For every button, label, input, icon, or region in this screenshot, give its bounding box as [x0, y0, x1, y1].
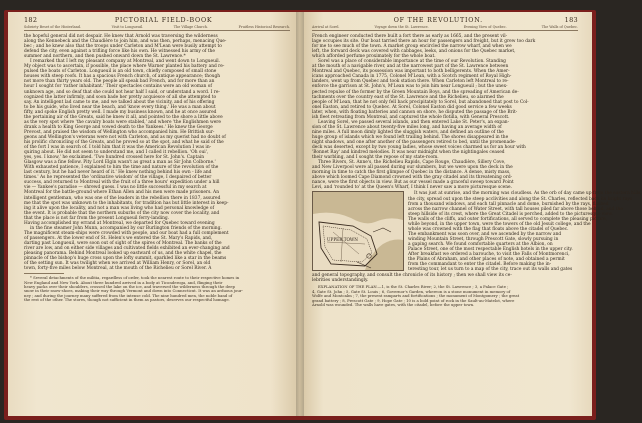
right-running-title: OF THE REVOLUTION. — [393, 17, 483, 24]
left-running-head — [24, 16, 290, 24]
left-page — [8, 12, 300, 416]
text-line: that the place is not far from the present Longueuil ferry-landing. — [24, 215, 170, 221]
left-footnotes — [24, 276, 290, 302]
text-line: enforce the garrison at St. John's, M'Lean was to join him near Longueuil ; but the unex- — [312, 84, 508, 90]
text-line: success, and returned to Montreal with the fruit of a three hours' expedition under a hill — [24, 180, 220, 186]
left-body-text — [24, 34, 290, 271]
right-subhead: Evening View of Quebec. — [463, 25, 507, 29]
text-line: later, when, with floating batteries and cannon on shore, he disputed the passage of the Brit- — [312, 109, 518, 115]
text-line: town, forty-five miles below Montreal, at the mouth of the Richelieu or Sorel River. A — [24, 266, 212, 272]
text-line: me that the spot was unknown to the inhabitants, for tradition has but little interest in keep- — [24, 200, 229, 206]
left-page-number: 182 — [24, 16, 38, 24]
map-label: UPPER TOWN — [327, 237, 358, 243]
left-subhead: Visit to Longueuil. — [111, 25, 144, 29]
text-line: darting past Longueuil, were soon out of sight of the spires of Montreal. The banks of the — [24, 240, 222, 246]
text-line: which afforded perfume proximately for the whole boat. — [312, 54, 436, 60]
text-line: people of M'Lean, that he not only fell back precipitately to Sorel, but abandoned that post to Col- — [312, 99, 529, 105]
text-line: Sorel was a place of considerable importance at the time of our Revolution. Standing — [318, 59, 506, 65]
text-line: teresting tour, let us turn to a map of the city, trace out its walls and gates — [408, 267, 573, 273]
text-line: tachments over the country east of the St. Lawrence and the Richelieu, so alarmed the — [312, 94, 504, 100]
text-line: the pertaining air of the Greats, said he knew it all, and pointed to the shore a little above — [24, 114, 223, 120]
text-line: Montreal for the battle-ground where Ethan Allen and his men were made prisoners. An — [24, 190, 219, 196]
text-line: of the fort I was in search of. I told him that it was the American Revolution I was in- — [24, 145, 212, 151]
right-body-text — [312, 34, 578, 190]
right-page-number: 183 — [564, 16, 578, 24]
text-line: quiring about. He did not seem to understand me, and I called it rebellion. 'Oh oui', — [24, 150, 209, 156]
open-book — [8, 12, 642, 416]
left-subheads — [24, 25, 290, 31]
text-line: defend the city, even against a trifling force like his own. He witnessed his army of the — [24, 49, 215, 55]
text-line: Having accomplished my errand at Montreal, we departed for Quebec toward evening — [24, 220, 215, 226]
text-line: Wolfe and Montcalm ; 7, the present ramparts and fortifications ; the monument of Montgomery ; the great — [312, 293, 520, 299]
text-line: times.' As he represented the 'ordinative wisdom' of the village, I despaired of better — [24, 175, 212, 181]
right-page — [300, 12, 642, 416]
text-line: summer and northern, and then pushed onward down the St. Lawrence.* — [24, 54, 186, 60]
right-running-head — [312, 16, 578, 24]
left-running-title: PICTORIAL FIELD-BOOK — [114, 17, 213, 24]
quebec-map-drawing — [313, 192, 403, 270]
text-line: The embankment was soon over, and we ascended by the narrow and — [408, 231, 562, 237]
text-line: huge group of islands which we found left trailing behind. The shores disappeared in the — [312, 134, 509, 140]
left-subhead: Sobriety Beset of the Hinterland. — [24, 25, 82, 29]
map-section — [312, 191, 642, 273]
text-line: French engineer conducted there built a fort there as early as 1665, and the present vil- — [312, 34, 508, 39]
text-line: Prevost, and praised the wisdom of Wellington who accompanied him. He Brittish sur- — [24, 129, 215, 135]
text-line: for me to see much of the town. A market group encircled the narrow wharf, and when we — [312, 44, 512, 50]
text-line: geons and Wellington's veterans were not with Carleton, and as my querist had no doubt of — [24, 134, 226, 140]
text-line: and New Liverpool were all passed during our slumbers, but we were upon the deck in the — [312, 165, 513, 171]
text-line: 'Bonnet Ray' and kindred melodies. It was near midnight when the nightingales ceased — [312, 150, 505, 156]
quebec-map — [312, 191, 404, 271]
text-line: night shadows, and one after another of the passengers retired to bed, until the promenade- — [312, 139, 516, 145]
text-line: of passengers. At the lower end of St. Helen's we entered the St. Mary's Rapids, and, — [24, 235, 213, 241]
text-line: Leaving Sorel, we passed several islands, and then entered Lake St. Peter's, an expan- — [318, 119, 510, 125]
text-line: unknown age, and so deaf that she could not hear half I said, or understand a word. I re- — [24, 89, 220, 95]
right-subhead: The Walls of Quebec. — [541, 25, 578, 29]
text-line: steep hillside of its crest, where the Great Citadel is perched, added to the picturesque view. — [408, 211, 613, 217]
text-line: Levi, and 'rounded to' at the Queen's Wharf, I think I never saw a more picturesque scene. — [312, 185, 512, 191]
text-line: whole was crowned with the flag that floats above the citadel of Quebec. — [408, 226, 569, 232]
text-line: not more than thirty years old. The people all speak bad French, and for more than an — [24, 79, 215, 85]
text-line: the event. It is probable that the northern suburbs of the city now cover the locality, and — [24, 210, 220, 216]
text-line: drank a health to King George and vowed death to the Yankees.' He knew the George — [24, 124, 213, 130]
right-subhead: Voyage down the St. Lawrence. — [374, 25, 429, 29]
text-line: of the setting sun. It was twilight when we arrived at William Henry, or Sorel, an old — [24, 261, 211, 267]
text-line: morning in time to catch the first glimpse of Quebec in the distance. A dense, misty mass, — [312, 170, 511, 176]
text-line: landers, went up from Quebec and took station there. When Carleton left Montreal to re- — [312, 79, 509, 85]
text-line: With exhausted patience, I explained to him the time and nature of the revolution of the — [24, 165, 219, 171]
text-line: Arnold was wounded. The walls have gates, with the citadel, before the upper town. — [312, 302, 475, 308]
text-line: a gaping search. We found comfortable quarters at the Albion, on — [408, 241, 553, 247]
text-line: across the narrow channel of Water Street, with tall houses piled far above those behind, and the — [408, 206, 623, 212]
text-line: vie — Yankee's paradise — shrewd guess. I was no little successful in my search at — [24, 185, 207, 191]
text-line: and general topography, and consult the chronicle of its history ; then we shall view its ce- — [312, 273, 512, 279]
text-line: at the mouth of a navigable river, and at the narrowest part of the St. Lawrence between — [312, 64, 509, 70]
text-line: pleasing panorama. Behind Montreal looked up eastward of us, and the white chapel, the — [24, 251, 222, 257]
right-subheads — [312, 25, 578, 31]
text-line: from a thousand windows, and each tall pinnacle and dome, burnished by the rays, flashed — [408, 201, 609, 207]
text-line: last century, but he had never heard of it.' He knew nothing behind his own - life and — [24, 170, 212, 176]
text-line: ing it alive upon the locality, and not a man was living who had personal knowledge of — [24, 205, 215, 211]
text-line: EXPLANATION OF THE PLAN.—1, is the St. Charles River; 2, the St. Lawrence ; 3, a Palace Gate ; — [318, 284, 509, 290]
text-line: onel Easton, and retired to Quebec. At Sorel, Colonel Easton did good service a few weeks — [312, 104, 512, 110]
left-subhead: Fruitless Historical Research. — [238, 25, 290, 29]
text-line: above which loomed Cape Diamond crowned with the gray citadel and its threatening ord- — [312, 175, 513, 181]
text-line: sion of the St. Lawrence about twenty-five miles long, and having an average width of — [312, 124, 502, 130]
text-line: After breakfast we ordered a barouche, to visit the Falls of Montmorenci, — [408, 252, 570, 258]
text-line: along the Kennebeck and the Chaudière to join him, and was then, perhaps, menacing Que- — [24, 39, 227, 45]
text-line: The walls of the cliffs, and outer fortifications, all served to complete the pleasing picture, — [408, 216, 608, 222]
text-line: yes, yes. I know,' he exclaimed. 'Two hundred crossed here for St. John's. Captain — [24, 155, 204, 161]
right-body-text-bottom — [312, 273, 578, 283]
text-line: to be his guide, who lived near the beach, and 'know every thing.' He was a man about — [24, 104, 216, 110]
text-line: in the fine steamer John Munn, accompanied by our Burlington friends of the morning. — [30, 225, 222, 231]
text-line: 4, Gate St. John ; 5, Gate St. Louis ; 6, Governor's Garden, whereon is a stone monument in memory of — [312, 288, 511, 294]
left-subhead: The Village Church. — [173, 25, 208, 29]
text-line: Three Rivers, St. Anne's, the Richelieu Rapids, Cape Rouge, Chaudière, Sillery Cove, — [318, 160, 506, 166]
text-line: houses with steep roofs. It has a spacious French church, of antique appearance; though — [24, 74, 221, 80]
text-line: as the very spot where 'the cavalry boats were stabled,' and where 'the Englishmen were — [24, 119, 221, 125]
text-line: ney ; and during the journey many suffered from the intense cold. The nine hundred men, the noble band of — [24, 292, 233, 298]
text-line: pulsed the boats of Carleton. Longueuil is an old town, chiefly composed of small stone — [24, 69, 217, 75]
text-line: cognized the latter infirmly, and soon bade her pretty acquiesce of all she attempted to — [24, 94, 217, 100]
text-line: intelligent gentleman, who was one of the leaders in the rebellion there in 1837, assured — [24, 195, 221, 201]
text-line: deck was deserted, except by two young ladies, whose sweet voices charmed us for an hour with — [312, 145, 526, 151]
text-line: ish fleet retreating from Montreal, and captured the whole flotilla, with General Prescott. — [312, 114, 510, 120]
text-line: Palace Street, one of the most respectable English hotels in the upper city. — [408, 246, 573, 252]
text-line: It was just at sunrise, and the morning was cloudless. As the orb of day came up from the eastern hills, — [414, 191, 642, 197]
text-line: say. An intelligent lad came to me, and we talked about the vicinity, and of his offering — [24, 99, 215, 105]
text-line: pected repulse of the former by the Green Mountain Boys, and the spreading of American de- — [312, 89, 519, 95]
text-line: My object was to ascertain, if possible, the place where Warner planted his battery and re- — [24, 64, 225, 70]
text-line: The magnificent steam-ships were crowded with people, and our boat had a full complement — [24, 230, 229, 236]
text-line: nance, were the first objects in view. But as our vessel made a graceful sweep toward Point — [312, 180, 514, 186]
text-line: pinnacle of the bishop's huge cross upon the lofty summit, sparkled like a star in the beams — [24, 256, 227, 262]
text-line: while beyond, in the upper town, were the towers of the old Jesuit college, and the — [408, 221, 591, 227]
text-line: New England and New York. About three hundred arrived in a body at Ticonderoga, and, flinging their — [24, 279, 223, 285]
text-line: hour I sought for 'rather inhabitant.' Their spectacles contains were an old woman of — [24, 84, 212, 90]
text-line: the rest of the other. The stores, though not sufficient in them as pastors, deserves our respectful homage. — [24, 297, 230, 303]
text-line: bec ; and he knew also that the troops under Carleton and M'Lean were busily attempt to — [24, 44, 222, 50]
text-line: grand battery ; 8, Prescott Gate ; 9, Hope Gate ; 10 is a bold point of rock in the Sault-au-Matelot, where — [312, 297, 515, 303]
text-line: heavy packs over their shoulders, crossed the lake on the ice, and traversed the wilderness through the deep — [24, 284, 235, 290]
map-caption — [312, 285, 578, 308]
text-line: I remarked that I left my pleasant company at Montreal, and went down to Longueuil. — [30, 59, 221, 65]
text-line: lage occupies its site. Our boat tarried there an hour for passengers and freight, but it grew too dark — [312, 39, 536, 45]
text-line: Glasgow was a fine fellow. Pity Lord Elgin wasn't as great a man as Sir John Colborne.' — [24, 160, 216, 166]
text-line: Montreal and Quebec, its possession was important to both belligerents. When the Amer- — [312, 69, 510, 75]
text-line: fifty, and spoke English pretty well. I made my business known, and he at once assured — [24, 109, 217, 115]
text-line: left, the forward deck was covered with cabbages, leeks, and onions for the Quebec market, — [312, 49, 516, 55]
text-line: river are low, and on either side villages and cultivated fields exhibited an ever-changing and — [24, 245, 230, 251]
text-line: the Plains of Abraham, and other places of note, and obtained a permit — [408, 257, 565, 263]
text-line: the hopeful general did not despair. He knew that Arnold was traversing the wilderness — [24, 34, 218, 39]
text-line: icans approached Canada in 1775, Colonel M'Lean, with a Scotch regiment of Royal High- — [312, 74, 512, 80]
text-line: his prolific chronicling of the Greats, and he proved so at the spot, and what he said of the — [24, 139, 224, 145]
text-line: lebrities understandingly. — [312, 278, 369, 284]
text-line: their warbling, and I sought the repose of my state-room. — [312, 155, 439, 161]
text-line: snow in their snow-shoes, making their way through Vermont and down into Connecticut. It was an arduous jour- — [24, 288, 243, 294]
text-line: from the commandant to enter the citadel. Before making the in- — [408, 262, 552, 268]
text-line: nine miles. A full moon dimly lighted the sluggish waters, and defined an outline of the — [312, 129, 504, 135]
footnote-rule — [24, 273, 64, 274]
text-line: the city, spread out upon the steep acclivities and along the St. Charles, reflected back its bright rays — [408, 196, 632, 202]
right-subhead: Arrival at Sorel. — [312, 25, 340, 29]
text-line: winding Mountain Street, through Prescott Gate, slowly pursuing in — [408, 236, 559, 242]
text-line: * Several detachments of the militia, regardless of order, took the nearest route to their respective homes in — [30, 275, 240, 281]
right-body-text-beside-map — [408, 191, 642, 272]
